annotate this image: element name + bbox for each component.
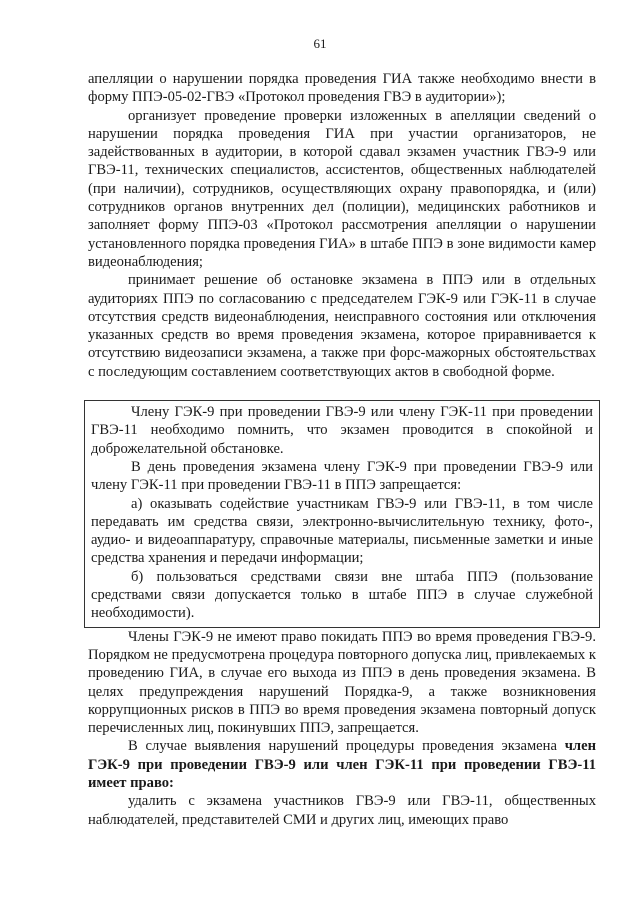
box-paragraph-prohibited: В день проведения экзамена члену ГЭК-9 при проведении ГВЭ-9 или члену ГЭК-11 при проведении ГВЭ-11 в ППЭ запрещается: [91,458,593,494]
paragraph-organizes-check: организует проведение проверки изложенных в апелляции сведений о нарушении порядка проведения ГИА при участии организаторов, не задействованных в аудитории, в которой сдавал экзамен участник ГВЭ-9 или ГВЭ-11, технических специалистов, ассистентов, общественных наблюдателей (при наличии), сотрудников, осуществляющих охрану правопорядка, и (или) сотрудников органов внутренних дел (полиции), медицинских работников и заполняет форму ППЭ-03 «Протокол рассмотрения апелляции о нарушении установленного порядка проведения ГИА» в штабе ППЭ в зоне видимости камер видеонаблюдения; [88,107,596,270]
paragraph-no-leave: Члены ГЭК-9 не имеют право покидать ППЭ во время проведения ГВЭ-9. Порядком не предусмотрена процедура повторного допуска лиц, привлекаемых к проведению ГИА, в случае его выхода из ППЭ в день проведения экзамена. В целях предупреждения нарушений Порядка-9, а также возникновения коррупционных рисков в ППЭ во время проведения экзамена повторный допуск перечисленных лиц, покинувших ППЭ, запрещается. [88,628,596,737]
notice-box [84,400,600,628]
box-item-b: б) пользоваться средствами связи вне штаба ППЭ (пользование средствами связи допускается только в штабе ППЭ в случае служебной необходимости). [91,568,593,622]
paragraph-stop-exam-decision: принимает решение об остановке экзамена в ППЭ или в отдельных аудиториях ППЭ по согласованию с председателем ГЭК-9 или ГЭК-11 в случае отсутствия средств видеонаблюдения, неисправного состояния или отключения указанных средств во время проведения экзамена, которое приравнивается к отсутствию видеозаписи экзамена, а также при форс-мажорных обстоятельствах с последующим составлением соответствующих актов в свободной форме. [88,272,596,380]
paragraph-remove-participants: удалить с экзамена участников ГВЭ-9 или ГВЭ-11, общественных наблюдателей, представителей СМИ и других лиц, имеющих право [88,793,596,828]
box-item-a: а) оказывать содействие участникам ГВЭ-9 или ГВЭ-11, в том числе передавать им средства связи, электронно-вычислительную технику, фото-, аудио- и видеоаппаратуру, справочные материалы, письменные заметки и иные средства хранения и передачи информации; [91,495,593,567]
box-paragraph-remember: Члену ГЭК-9 при проведении ГВЭ-9 или члену ГЭК-11 при проведении ГВЭ-11 необходимо помнить, что экзамен проводится в спокойной и доброжелательной обстановке. [91,404,593,457]
paragraph-appeal-form: апелляции о нарушении порядка проведения ГИА также необходимо внести в форму ППЭ-05-02-ГВЭ «Протокол проведения ГВЭ в аудитории»); [88,71,596,106]
paragraph-violation-rights [88,737,596,792]
violation-bold-text: член ГЭК-9 при проведении ГВЭ-9 или член ГЭК-11 при проведении ГВЭ-11 имеет право: [88,738,596,791]
page-number: 61 [313,36,327,51]
violation-normal-text: В случае выявления нарушений процедуры проведения экзамена [128,738,565,755]
document-body [88,70,596,829]
